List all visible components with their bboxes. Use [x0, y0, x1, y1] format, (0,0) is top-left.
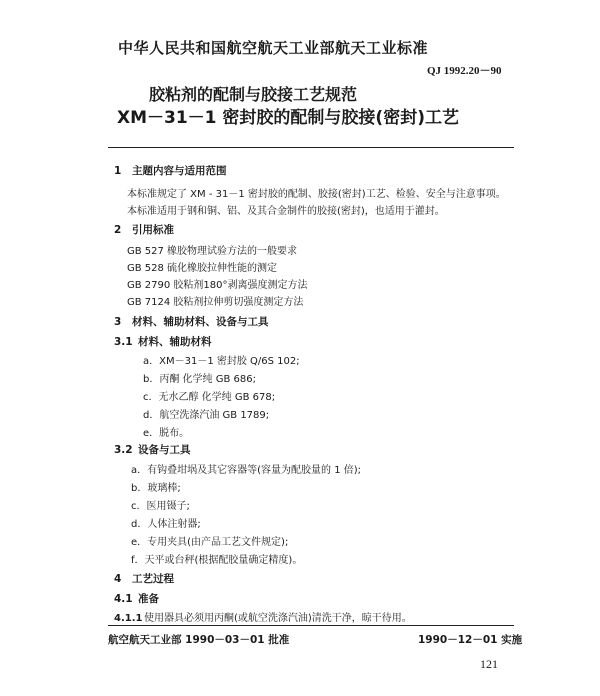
reference-item: GB 527 橡胶物理试验方法的一般要求: [127, 246, 298, 257]
section-title: 准备: [138, 593, 159, 605]
clause-number: 4.1.1: [114, 613, 143, 624]
material-item: c．无水乙醇 化学纯 GB 678;: [143, 392, 276, 403]
material-item: b．丙酮 化学纯 GB 686;: [143, 374, 256, 385]
section-number: 2: [114, 224, 122, 236]
document-title-line1: 胶粘剂的配制与胶接工艺规范: [149, 85, 358, 104]
subsection-4-1-heading: [114, 591, 159, 606]
section-number: 3: [114, 316, 122, 328]
section-title: 主题内容与适用范围: [132, 165, 227, 177]
tool-item: d．人体注射器;: [131, 519, 201, 530]
effective-date: 1990－12－01 实施: [418, 634, 523, 646]
document-title-line2: XM－31－1 密封胶的配制与胶接(密封)工艺: [117, 108, 459, 128]
clause-4-1-1: [114, 609, 412, 624]
section-title: 材料、辅助材料: [138, 336, 212, 348]
standard-code: QJ 1992.20－90: [427, 65, 502, 77]
section-title: 材料、辅助材料、设备与工具: [132, 316, 269, 328]
clause-text: 使用器具必须用丙酮(或航空洗涤汽油)清洗干净，晾干待用。: [144, 613, 412, 624]
section-number: 1: [114, 165, 122, 177]
section-1-para1: 本标准规定了 XM - 31－1 密封胶的配制、胶接(密封)工艺、检验、安全与注意事项。: [127, 189, 506, 200]
section-number: 3.2: [114, 444, 133, 456]
subsection-3-2-heading: [114, 442, 191, 457]
tool-item: e．专用夹具(由产品工艺文件规定);: [131, 537, 289, 548]
subsection-3-1-heading: [114, 334, 212, 349]
section-1-para2: 本标准适用于钢和铜、铝、及其合金制件的胶接(密封)，也适用于灌封。: [127, 206, 445, 217]
material-item: e．脱布。: [143, 428, 190, 439]
reference-item: GB 2790 胶粘剂180°剥离强度测定方法: [127, 280, 308, 291]
header-divider: [108, 147, 514, 148]
tool-item: b．玻璃棒;: [131, 483, 181, 494]
section-title: 工艺过程: [132, 573, 174, 585]
approval-date: 航空航天工业部 1990－03－01 批准: [108, 634, 290, 646]
standard-body-title: 中华人民共和国航空航天工业部航天工业标准: [118, 39, 429, 57]
section-number: 4.1: [114, 593, 133, 605]
material-item: d．航空洗涤汽油 GB 1789;: [143, 410, 270, 421]
tool-item: a．有钩叠坩埚及其它容器等(容量为配胶量的 1 倍);: [131, 465, 362, 476]
section-2-heading: [114, 222, 174, 237]
footer-divider: [108, 625, 514, 626]
section-4-heading: [114, 571, 174, 586]
section-1-heading: [114, 163, 227, 178]
material-item: a．XM－31－1 密封胶 Q/6S 102;: [143, 356, 300, 367]
reference-item: GB 528 硫化橡胶拉伸性能的测定: [127, 263, 278, 274]
section-number: 4: [114, 573, 122, 585]
section-3-heading: [114, 314, 269, 329]
section-number: 3.1: [114, 336, 133, 348]
page-number: 121: [480, 657, 498, 671]
tool-item: f．天平或台秤(根据配胶量确定精度)。: [131, 555, 303, 566]
section-title: 引用标准: [132, 224, 174, 236]
tool-item: c．医用镊子;: [131, 501, 190, 512]
section-title: 设备与工具: [138, 444, 191, 456]
reference-item: GB 7124 胶粘剂拉伸剪切强度测定方法: [127, 297, 304, 308]
